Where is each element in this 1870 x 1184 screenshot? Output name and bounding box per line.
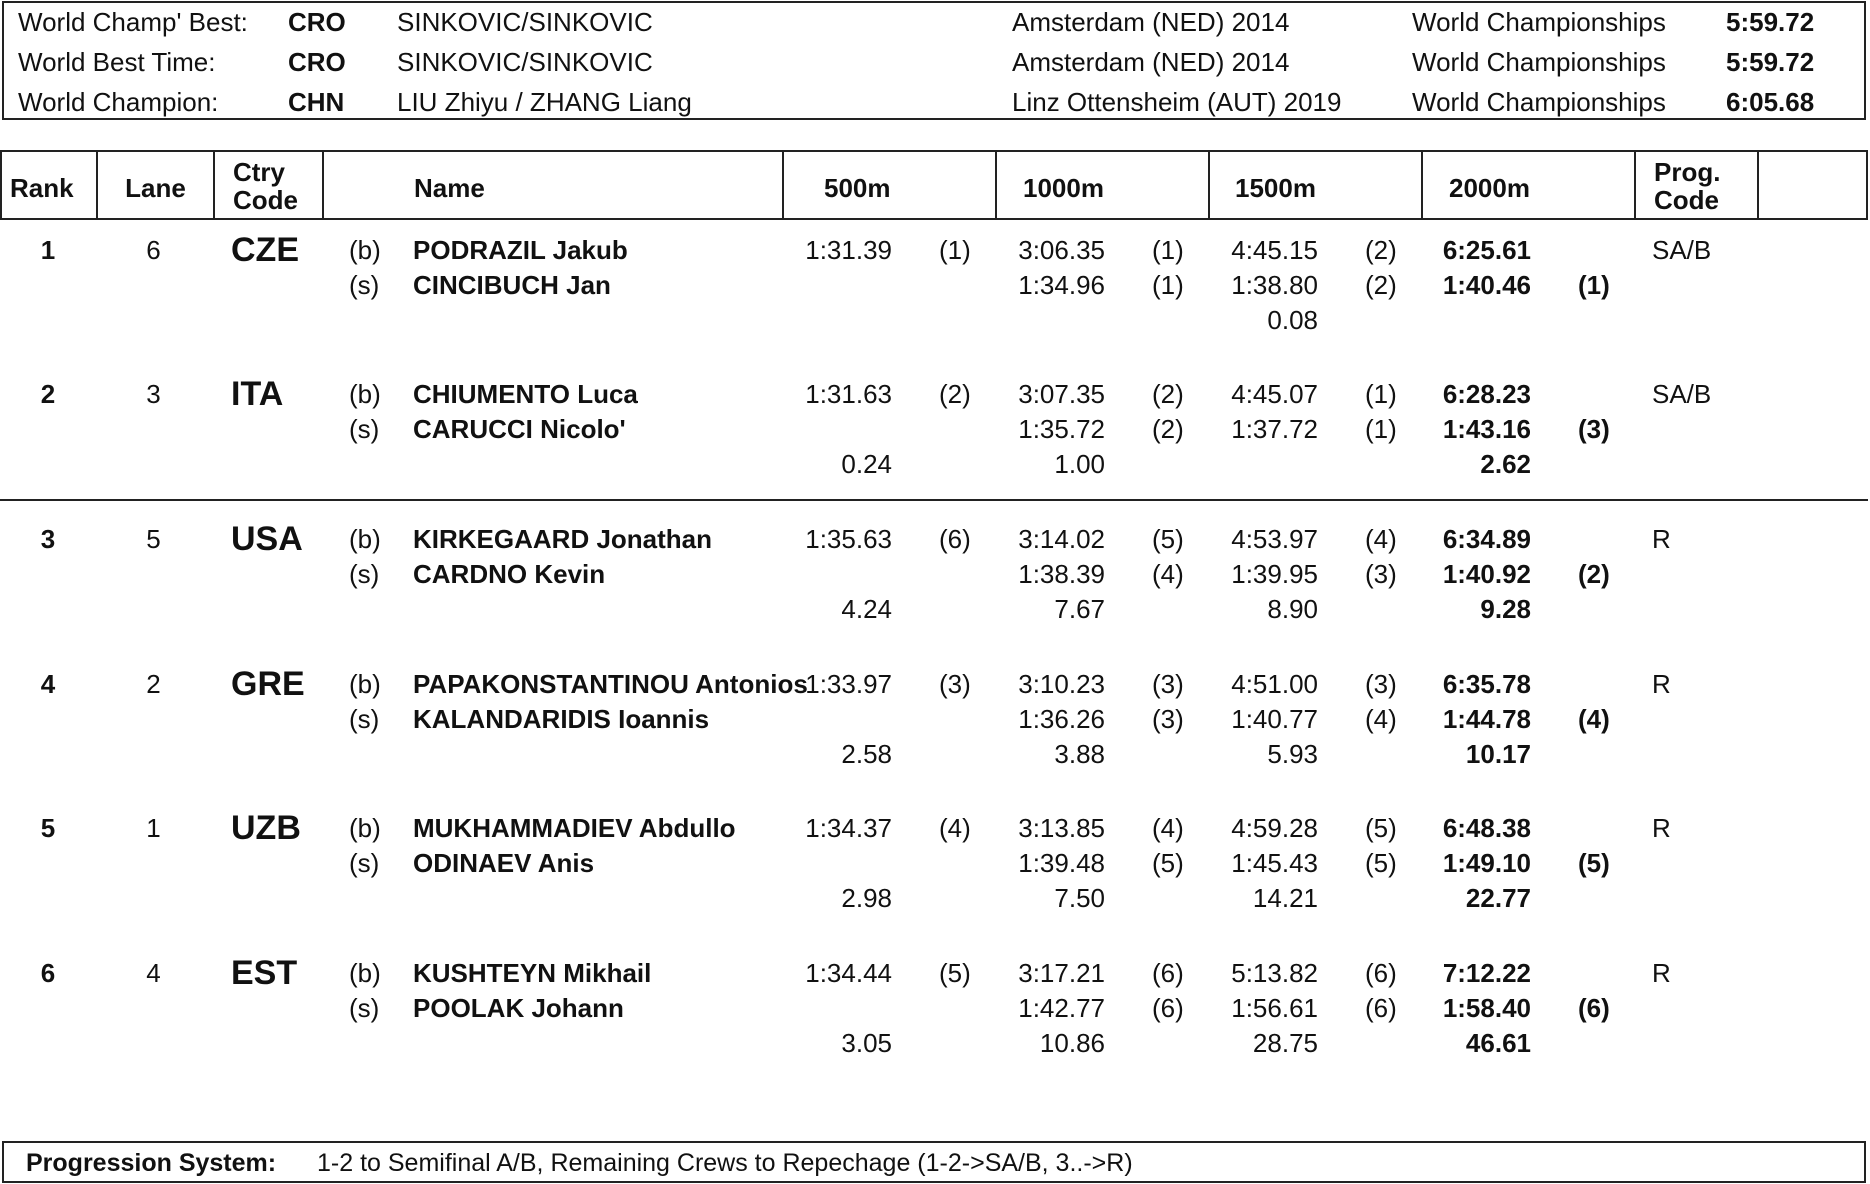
stroke-tag: (s)	[349, 993, 380, 1023]
lane-cell: 3	[146, 379, 161, 409]
split-500m-time: 1:35.63	[805, 524, 892, 554]
split-1000m-delta: 1.00	[1054, 449, 1105, 479]
split-1500m-rank: (5)	[1365, 813, 1397, 843]
final-segment: 1:40.92	[1442, 559, 1531, 589]
record-label: World Best Time:	[18, 47, 216, 77]
split-500m-rank: (5)	[939, 958, 971, 988]
record-holder: SINKOVIC/SINKOVIC	[397, 47, 653, 77]
header-prog-line2: Code	[1654, 185, 1719, 215]
lane-cell: 5	[146, 524, 161, 554]
column-divider	[1634, 152, 1636, 218]
stroke-rower-name: POOLAK Johann	[413, 993, 624, 1023]
final-delta: 2.62	[1480, 449, 1531, 479]
column-divider	[1208, 152, 1210, 218]
split-1000m-time: 3:13.85	[1018, 813, 1105, 843]
split-1000m-delta: 7.50	[1054, 883, 1105, 913]
split-500m-time: 1:31.39	[805, 235, 892, 265]
stroke-tag: (s)	[349, 704, 380, 734]
record-label: World Champ' Best:	[18, 7, 248, 37]
rank-cell: 6	[40, 958, 56, 988]
split-1000m-time: 3:10.23	[1018, 669, 1105, 699]
table-header	[0, 150, 1868, 220]
split-1500m-segment-rank: (6)	[1365, 993, 1397, 1023]
split-500m-delta: 2.58	[841, 739, 892, 769]
record-time: 6:05.68	[1726, 87, 1815, 117]
final-segment: 1:58.40	[1442, 993, 1531, 1023]
country-code: GRE	[231, 665, 305, 703]
final-delta: 22.77	[1465, 883, 1531, 913]
lane-cell: 4	[146, 958, 161, 988]
final-segment-rank: (6)	[1578, 993, 1610, 1023]
final-time: 6:34.89	[1442, 524, 1531, 554]
bow-rower-name: KUSHTEYN Mikhail	[413, 958, 652, 988]
split-1000m-segment: 1:38.39	[1018, 559, 1105, 589]
final-time: 6:28.23	[1442, 379, 1531, 409]
header-lane: Lane	[125, 173, 186, 203]
progression-code: R	[1652, 524, 1671, 554]
split-1000m-time: 3:06.35	[1018, 235, 1105, 265]
header-1500m: 1500m	[1235, 173, 1316, 203]
header-1000m: 1000m	[1023, 173, 1104, 203]
split-1500m-segment: 1:40.77	[1231, 704, 1318, 734]
final-segment-rank: (4)	[1578, 704, 1610, 734]
header-prog-code	[1654, 158, 1720, 214]
column-divider	[213, 152, 215, 218]
record-venue: Linz Ottensheim (AUT) 2019	[1012, 87, 1342, 117]
split-1000m-segment: 1:35.72	[1018, 414, 1105, 444]
split-500m-time: 1:34.44	[805, 958, 892, 988]
column-divider	[322, 152, 324, 218]
country-code: ITA	[231, 375, 284, 413]
bow-rower-name: PODRAZIL Jakub	[413, 235, 628, 265]
record-time: 5:59.72	[1726, 47, 1815, 77]
split-1000m-segment-rank: (6)	[1152, 993, 1184, 1023]
bow-tag: (b)	[349, 813, 381, 843]
bow-rower-name: CHIUMENTO Luca	[413, 379, 638, 409]
stroke-tag: (s)	[349, 270, 380, 300]
split-1000m-segment-rank: (1)	[1152, 270, 1184, 300]
record-event: World Championships	[1412, 7, 1666, 37]
split-1000m-segment: 1:42.77	[1018, 993, 1105, 1023]
final-time: 6:25.61	[1442, 235, 1531, 265]
stroke-rower-name: KALANDARIDIS Ioannis	[413, 704, 710, 734]
country-code: UZB	[231, 809, 301, 847]
record-holder: LIU Zhiyu / ZHANG Liang	[397, 87, 692, 117]
split-1000m-rank: (2)	[1152, 379, 1184, 409]
rank-cell: 1	[40, 235, 56, 265]
column-divider	[995, 152, 997, 218]
record-event: World Championships	[1412, 87, 1666, 117]
header-rank: Rank	[10, 173, 74, 203]
split-1500m-rank: (4)	[1365, 524, 1397, 554]
split-1500m-segment: 1:38.80	[1231, 270, 1318, 300]
split-1000m-segment-rank: (2)	[1152, 414, 1184, 444]
record-holder: SINKOVIC/SINKOVIC	[397, 7, 653, 37]
progression-label: Progression System:	[26, 1149, 277, 1177]
final-segment: 1:44.78	[1442, 704, 1531, 734]
column-divider	[1421, 152, 1423, 218]
split-500m-rank: (2)	[939, 379, 971, 409]
final-segment: 1:40.46	[1442, 270, 1531, 300]
final-time: 6:35.78	[1442, 669, 1531, 699]
progression-text: 1-2 to Semifinal A/B, Remaining Crews to Repechage (1-2->SA/B, 3..->R)	[317, 1149, 1133, 1177]
final-segment: 1:43.16	[1442, 414, 1531, 444]
split-1500m-delta: 5.93	[1267, 739, 1318, 769]
split-500m-rank: (4)	[939, 813, 971, 843]
split-1500m-segment: 1:45.43	[1231, 848, 1318, 878]
split-1000m-rank: (6)	[1152, 958, 1184, 988]
header-ctry	[233, 158, 298, 214]
split-1000m-segment-rank: (4)	[1152, 559, 1184, 589]
bow-rower-name: KIRKEGAARD Jonathan	[413, 524, 713, 554]
split-500m-time: 1:33.97	[805, 669, 892, 699]
split-1000m-rank: (1)	[1152, 235, 1184, 265]
progression-code: R	[1652, 669, 1671, 699]
final-time: 6:48.38	[1442, 813, 1531, 843]
stroke-rower-name: CARDNO Kevin	[413, 559, 606, 589]
record-country: CRO	[288, 7, 346, 37]
record-event: World Championships	[1412, 47, 1666, 77]
final-segment-rank: (2)	[1578, 559, 1610, 589]
final-segment-rank: (3)	[1578, 414, 1610, 444]
split-1000m-time: 3:07.35	[1018, 379, 1105, 409]
split-1000m-rank: (4)	[1152, 813, 1184, 843]
split-1000m-rank: (3)	[1152, 669, 1184, 699]
split-500m-delta: 0.24	[841, 449, 892, 479]
country-code: EST	[231, 954, 298, 992]
split-1000m-rank: (5)	[1152, 524, 1184, 554]
stroke-rower-name: CINCIBUCH Jan	[413, 270, 611, 300]
split-1500m-time: 4:51.00	[1231, 669, 1318, 699]
header-ctry-line1: Ctry	[233, 157, 286, 187]
bow-tag: (b)	[349, 669, 381, 699]
rank-cell: 3	[40, 524, 56, 554]
rank-cell: 5	[40, 813, 56, 843]
split-1500m-delta: 14.21	[1252, 883, 1318, 913]
rank-cell: 2	[40, 379, 56, 409]
split-1500m-segment-rank: (4)	[1365, 704, 1397, 734]
progression-system-box	[2, 1141, 1866, 1183]
stroke-tag: (s)	[349, 848, 380, 878]
split-1500m-time: 4:45.07	[1231, 379, 1318, 409]
stroke-tag: (s)	[349, 559, 380, 589]
split-1500m-rank: (6)	[1365, 958, 1397, 988]
split-1500m-segment-rank: (3)	[1365, 559, 1397, 589]
split-1500m-segment: 1:56.61	[1231, 993, 1318, 1023]
split-1500m-time: 4:45.15	[1231, 235, 1318, 265]
final-segment-rank: (5)	[1578, 848, 1610, 878]
split-1500m-delta: 8.90	[1267, 594, 1318, 624]
record-venue: Amsterdam (NED) 2014	[1012, 7, 1290, 37]
country-code: USA	[231, 520, 303, 558]
split-500m-delta: 3.05	[841, 1028, 892, 1058]
record-venue: Amsterdam (NED) 2014	[1012, 47, 1290, 77]
qualification-divider	[0, 499, 1868, 501]
country-code: CZE	[231, 231, 299, 269]
split-500m-delta: 2.98	[841, 883, 892, 913]
split-500m-delta: 4.24	[841, 594, 892, 624]
split-500m-rank: (1)	[939, 235, 971, 265]
record-country: CRO	[288, 47, 346, 77]
split-1000m-delta: 10.86	[1039, 1028, 1105, 1058]
split-1500m-segment-rank: (5)	[1365, 848, 1397, 878]
split-1500m-segment-rank: (1)	[1365, 414, 1397, 444]
split-1500m-time: 5:13.82	[1231, 958, 1318, 988]
rank-cell: 4	[40, 669, 56, 699]
lane-cell: 2	[146, 669, 161, 699]
column-divider	[782, 152, 784, 218]
header-500m: 500m	[824, 173, 891, 203]
split-1500m-segment: 1:37.72	[1231, 414, 1318, 444]
split-500m-time: 1:31.63	[805, 379, 892, 409]
final-delta: 46.61	[1465, 1028, 1531, 1058]
header-2000m: 2000m	[1449, 173, 1530, 203]
split-500m-time: 1:34.37	[805, 813, 892, 843]
split-1000m-segment: 1:39.48	[1018, 848, 1105, 878]
lane-cell: 6	[146, 235, 161, 265]
final-segment-rank: (1)	[1578, 270, 1610, 300]
stroke-tag: (s)	[349, 414, 380, 444]
bow-tag: (b)	[349, 958, 381, 988]
final-delta: 9.28	[1480, 594, 1531, 624]
final-delta: 10.17	[1465, 739, 1531, 769]
split-1500m-rank: (2)	[1365, 235, 1397, 265]
split-1000m-delta: 7.67	[1054, 594, 1105, 624]
bow-tag: (b)	[349, 379, 381, 409]
record-time: 5:59.72	[1726, 7, 1815, 37]
split-1500m-delta: 28.75	[1252, 1028, 1318, 1058]
split-1000m-segment-rank: (5)	[1152, 848, 1184, 878]
record-label: World Champion:	[18, 87, 219, 117]
split-1000m-delta: 3.88	[1054, 739, 1105, 769]
split-1000m-segment: 1:34.96	[1018, 270, 1105, 300]
bow-tag: (b)	[349, 235, 381, 265]
bow-tag: (b)	[349, 524, 381, 554]
split-1500m-segment: 1:39.95	[1231, 559, 1318, 589]
split-1000m-time: 3:17.21	[1018, 958, 1105, 988]
split-500m-rank: (3)	[939, 669, 971, 699]
split-1000m-time: 3:14.02	[1018, 524, 1105, 554]
column-divider	[1757, 152, 1759, 218]
progression-code: R	[1652, 813, 1671, 843]
header-name: Name	[414, 173, 485, 203]
progression-code: R	[1652, 958, 1671, 988]
progression-code: SA/B	[1652, 379, 1712, 409]
split-1500m-rank: (3)	[1365, 669, 1397, 699]
split-1500m-rank: (1)	[1365, 379, 1397, 409]
split-1500m-time: 4:59.28	[1231, 813, 1318, 843]
split-500m-rank: (6)	[939, 524, 971, 554]
header-ctry-line2: Code	[233, 185, 298, 215]
header-prog-line1: Prog.	[1654, 157, 1721, 187]
stroke-rower-name: ODINAEV Anis	[413, 848, 595, 878]
split-1000m-segment-rank: (3)	[1152, 704, 1184, 734]
record-country: CHN	[288, 87, 345, 117]
bow-rower-name: PAPAKONSTANTINOU Antonios	[413, 669, 808, 699]
bow-rower-name: MUKHAMMADIEV Abdullo	[413, 813, 736, 843]
split-1500m-segment-rank: (2)	[1365, 270, 1397, 300]
progression-code: SA/B	[1652, 235, 1712, 265]
stroke-rower-name: CARUCCI Nicolo'	[413, 414, 626, 444]
final-time: 7:12.22	[1442, 958, 1531, 988]
final-segment: 1:49.10	[1442, 848, 1531, 878]
split-1000m-segment: 1:36.26	[1018, 704, 1105, 734]
lane-cell: 1	[146, 813, 161, 843]
split-1500m-delta: 0.08	[1267, 305, 1318, 335]
split-1500m-time: 4:53.97	[1231, 524, 1318, 554]
